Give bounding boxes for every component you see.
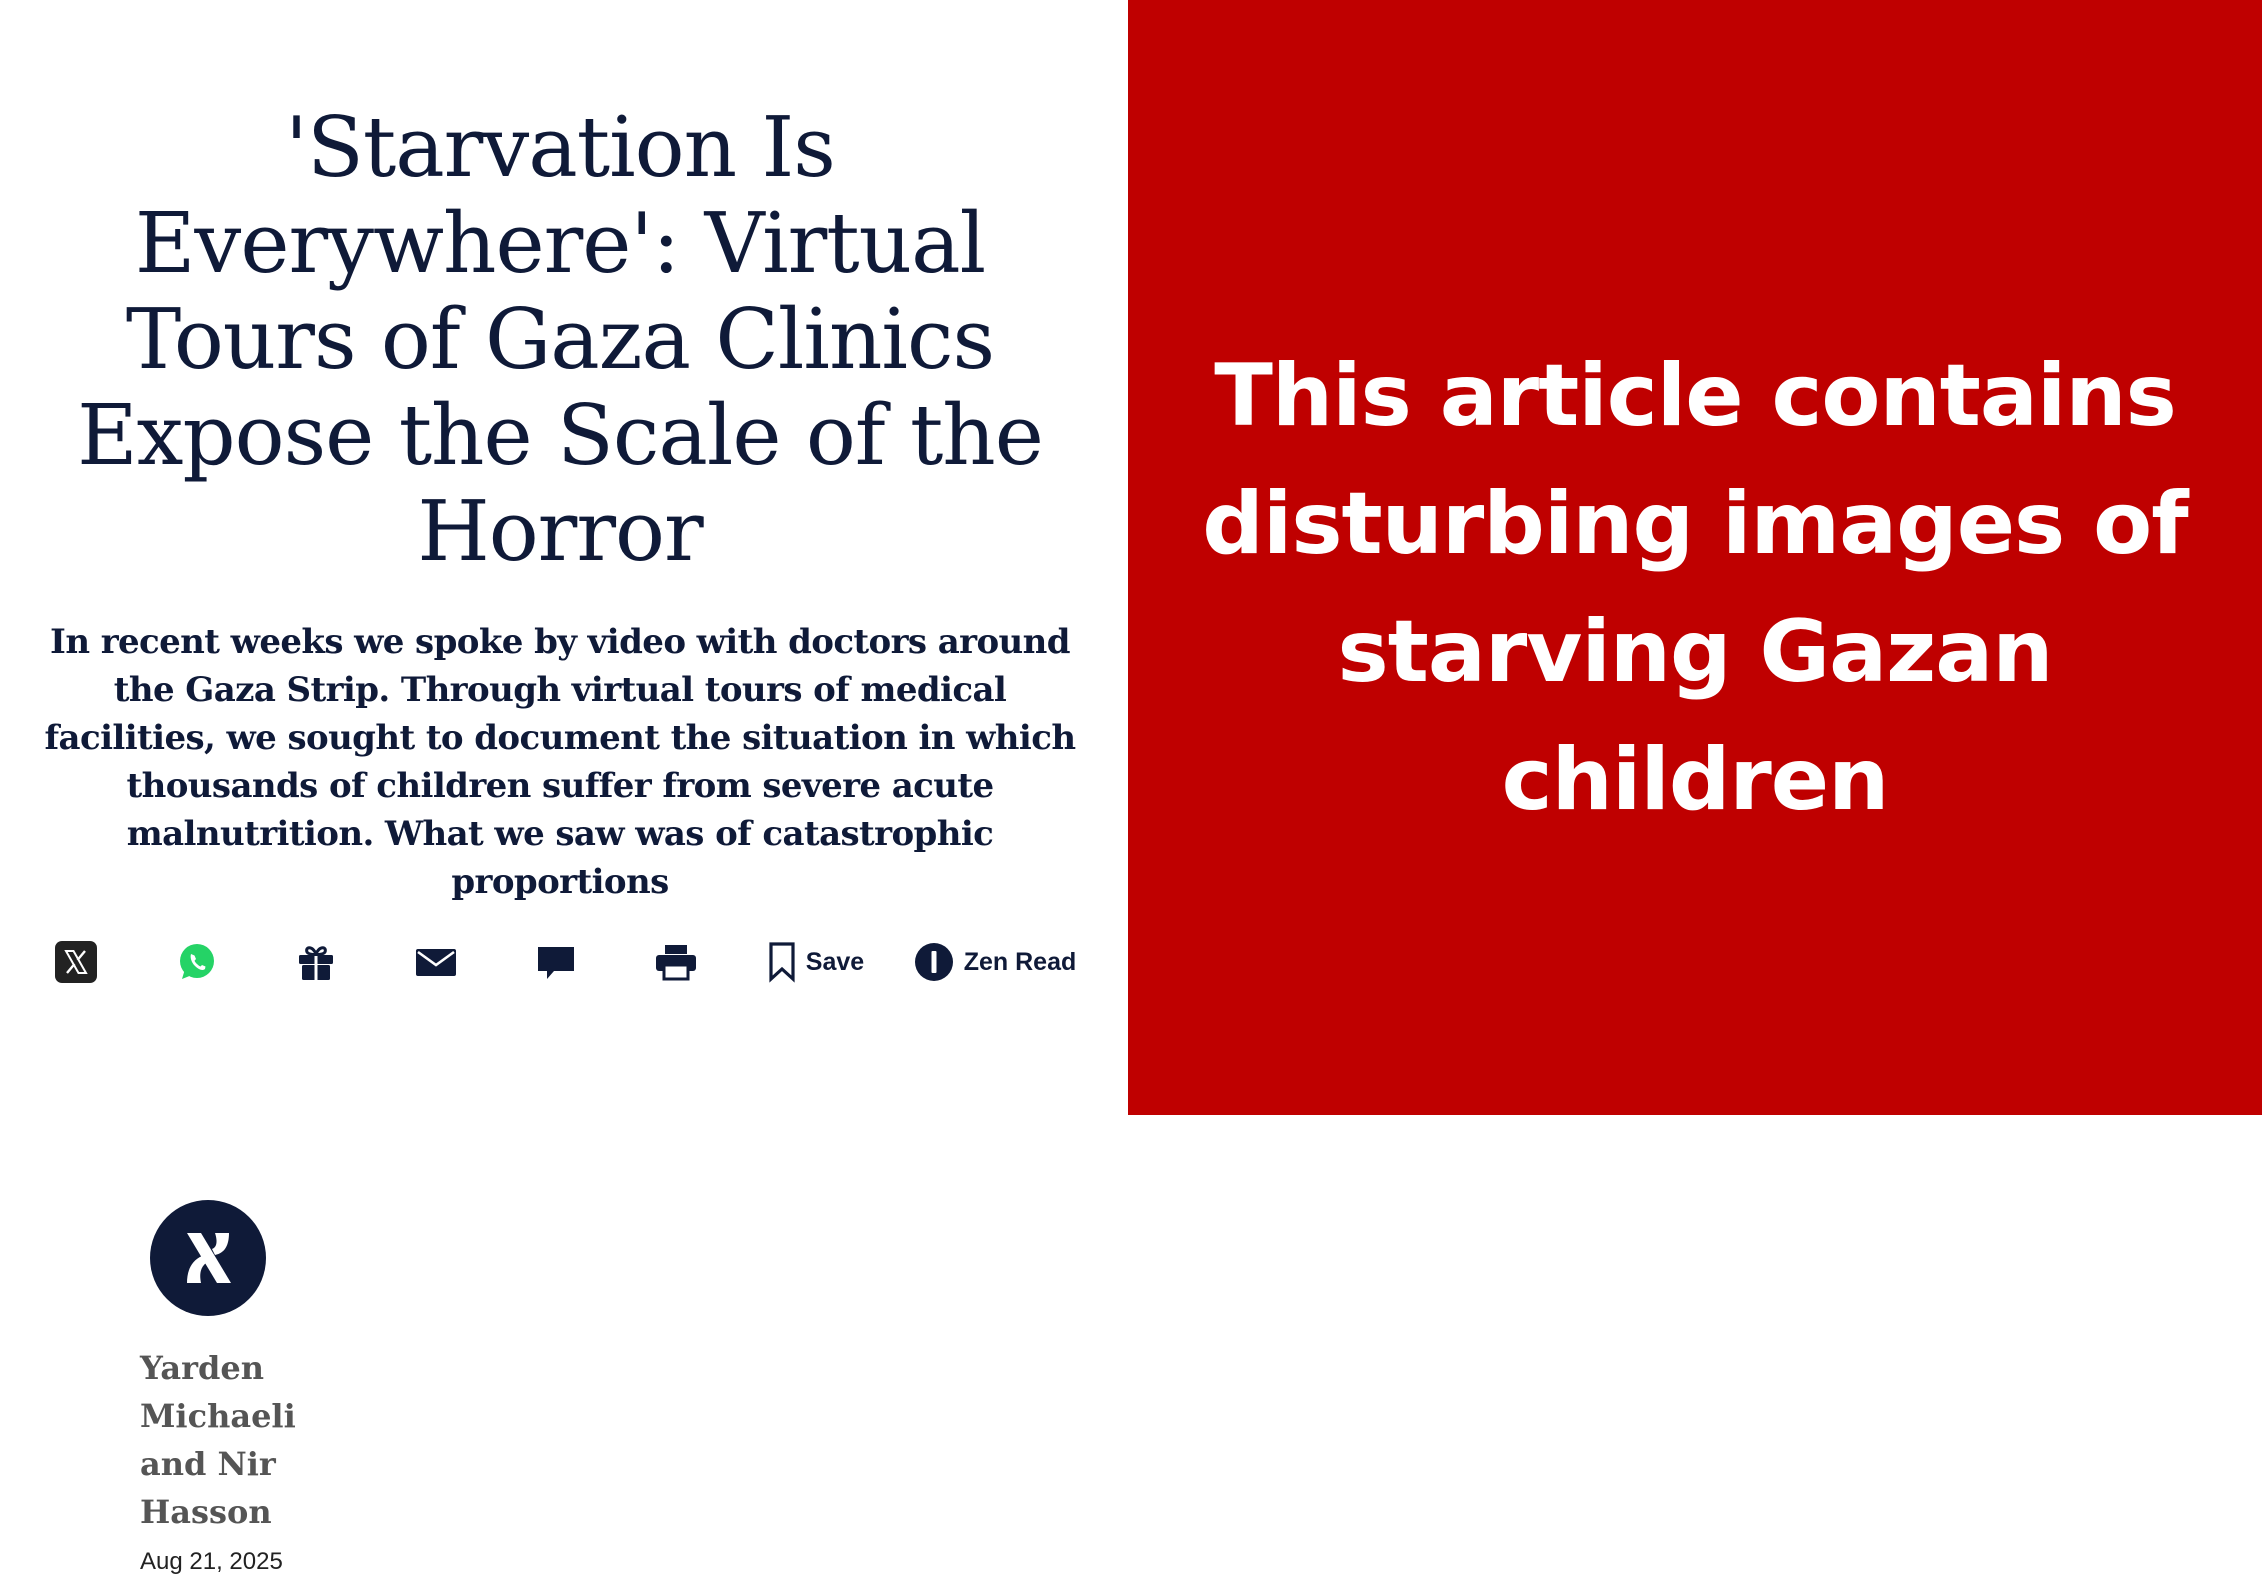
whatsapp-icon [176,941,218,983]
byline [140,1200,440,1576]
zen-read-label: Zen Read [963,947,1077,976]
gift-icon [296,942,336,982]
share-x-button[interactable] [54,930,98,994]
publish-date: Aug 21, 2025 [140,1548,283,1575]
share-email-button[interactable] [414,930,458,994]
avatar[interactable] [150,1200,266,1316]
gift-article-button[interactable] [294,930,338,994]
x-twitter-icon [55,941,97,983]
comment-icon [536,942,576,982]
bookmark-icon [768,942,796,982]
save-button[interactable] [764,930,868,994]
comments-button[interactable] [534,930,578,994]
content-warning-text: This article contains disturbing images of starving Gazan children [1202,346,2188,830]
print-button[interactable] [654,930,698,994]
headline: 'Starvation Is Everywhere': Virtual Tours of Gaza Clinics Expose the Scale of the Horror [77,99,1043,580]
print-icon [655,942,697,982]
haaretz-logo-icon [173,1223,243,1293]
share-toolbar [0,930,1128,994]
content-warning-banner [1128,0,2262,1115]
article-header [0,0,1128,1115]
save-label: Save [805,947,865,976]
subheadline: In recent weeks we spoke by video with doctors around the Gaza Strip. Through virtual tours of medical facilities, we sought to document the situation in which thousands of children suffer from severe acute malnutrition. What we saw was of catastrophic proportions [44,622,1076,902]
author-name[interactable]: Yarden Michaeli and Nir Hasson [140,1349,296,1531]
zen-read-icon [914,942,954,982]
share-whatsapp-button[interactable] [175,930,219,994]
email-icon [415,946,457,978]
zen-read-button[interactable] [910,930,1080,994]
